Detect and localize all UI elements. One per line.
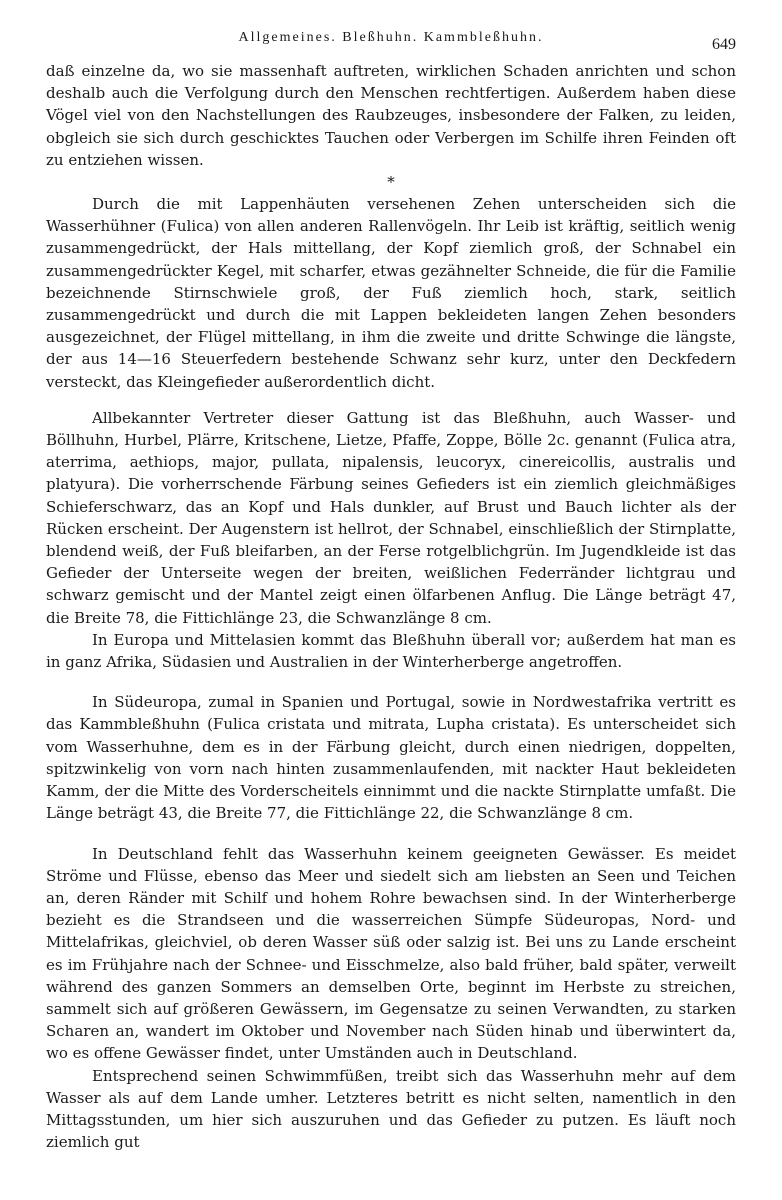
paragraph-gap [46,825,736,843]
running-title: Allgemeines. Bleßhuhn. Kammbleßhuhn. [238,30,544,45]
paragraph-kammblesshuhn: In Südeuropa, zumal in Spanien und Portugal, sowie in Nordwestafrika vertritt es das Kammbleßhuhn (Fulica cristata und mitrata, Lupha cristata). Es unterscheidet sich vom Wasserhuhne, dem es in der Färbung gleicht, durch einen niedrigen, doppelten, spitzwinkelig von vorn nach hinten zusammenlaufenden, mit nackter Haut bekleideten Kamm, der die Mitte des Vorderscheitels einnimmt und die nackte Stirnplatte umfaßt. Die Länge beträgt 43, die Breite 77, die Fittichlänge 22, die Schwanzlänge 8 cm. [46,693,736,823]
book-page [46,30,736,1153]
paragraph-gap [46,673,736,691]
paragraph-deutschland: In Deutschland fehlt das Wasserhuhn keinem geeigneten Gewässer. Es meidet Ströme und Flüsse, ebenso das Meer und siedelt sich am liebsten an Seen und Teichen an, deren Ränder mit Schilf und hohem Rohre bewachsen sind. In der Winterherberge bezieht es die Strandseen und die wasserreichen Sümpfe Südeuropas, Nord- und Mittelafrikas, gleichviel, ob deren Wasser süß oder salzig ist. Bei uns zu Lande erscheint es im Frühjahre nach der Schnee- und Eisschmelze, also bald früher, bald später, verweilt während des ganzen Sommers an demselben Orte, beginnt im Herbste zu streichen, sammelt sich auf größeren Gewässern, im Gegensatze zu seinen Verwandten, zu starken Scharen an, wandert im Oktober und November nach Süden hinab und überwintert da, wo es offene Gewässer findet, unter Umständen auch in Deutschland. [46,844,736,1063]
section-separator: * [387,173,395,192]
paragraph-continued-raubzeug: daß einzelne da, wo sie massenhaft auftreten, wirklichen Schaden anrichten und schon deshalb auch die Verfolgung durch den Menschen rechtfertigen. Außerdem haben diese Vögel viel von den Nachstellungen des Raubzeuges, insbesondere der Falken, zu leiden, obgleich sie sich durch geschicktes Tauchen oder Verbergen im Schilfe ihren Feinden oft zu entziehen wissen. [46,62,736,169]
running-header [46,30,736,60]
page-number: 649 [712,36,736,53]
paragraph-schwimmfuesse: Entsprechend seinen Schwimmfüßen, treibt sich das Wasserhuhn mehr auf dem Wasser als auf dem Lande umher. Letzteres betritt es nicht selten, namentlich in den Mittagsstunden, um hier sich auszuruhen und das Gefieder zu putzen. Es läuft noch ziemlich gut [46,1066,736,1152]
paragraph-blesshuhn: Allbekannter Vertreter dieser Gattung ist das Bleßhuhn, auch Wasser- und Böllhuhn, Hurbel, Plärre, Kritschene, Lietze, Pfaffe, Zoppe, Bölle 2c. genannt (Fulica atra, aterrima, aethiops, major, pullata, nipalensis, leucoryx, cinereicollis, australis und platyura). Die vorherrschende Färbung seines Gefieders ist ein ziemlich gleichmäßiges Schieferschwarz, das an Kopf und Hals dunkler, auf Brust und Bauch lichter als der Rücken erscheint. Der Augenstern ist hellrot, der Schnabel, einschließlich der Stirnplatte, blendend weiß, der Fuß bleifarben, an der Ferse rotgelblichgrün. Im Jugendkleide ist das Gefieder der Unterseite wegen der breiten, weißlichen Federränder lichtgrau und schwarz gemischt und der Mantel zeigt einen ölfarbenen Anflug. Die Länge beträgt 47, die Breite 78, die Fittichlänge 23, die Schwanzlänge 8 cm. [46,408,736,627]
paragraph-gap [46,393,736,407]
paragraph-fulica-description: Durch die mit Lappenhäuten versehenen Zehen unterscheiden sich die Wasserhühner (Fulica) von allen anderen Rallenvögeln. Ihr Leib ist kräftig, seitlich wenig zusammengedrückt, der Hals mittellang, der Kopf ziemlich groß, der Schnabel ein zusammengedrückter Kegel, mit scharfer, etwas gezähnelter Schneide, die für die Familie bezeichnende Stirnschwiele groß, der Fuß ziemlich hoch, stark, seitlich zusammengedrückt und durch die mit Lappen bekleideten langen Zehen besonders ausgezeichnet, der Flügel mittellang, in ihm die zweite und dritte Schwinge die längste, der aus 14—16 Steuerfedern bestehende Schwanz sehr kurz, unter den Deckfedern versteckt, das Kleingefieder außerordentlich dicht. [46,195,736,391]
paragraph-verbreitung: In Europa und Mittelasien kommt das Bleßhuhn überall vor; außerdem hat man es in ganz Afrika, Südasien und Australien in der Winterherberge angetroffen. [46,630,736,672]
